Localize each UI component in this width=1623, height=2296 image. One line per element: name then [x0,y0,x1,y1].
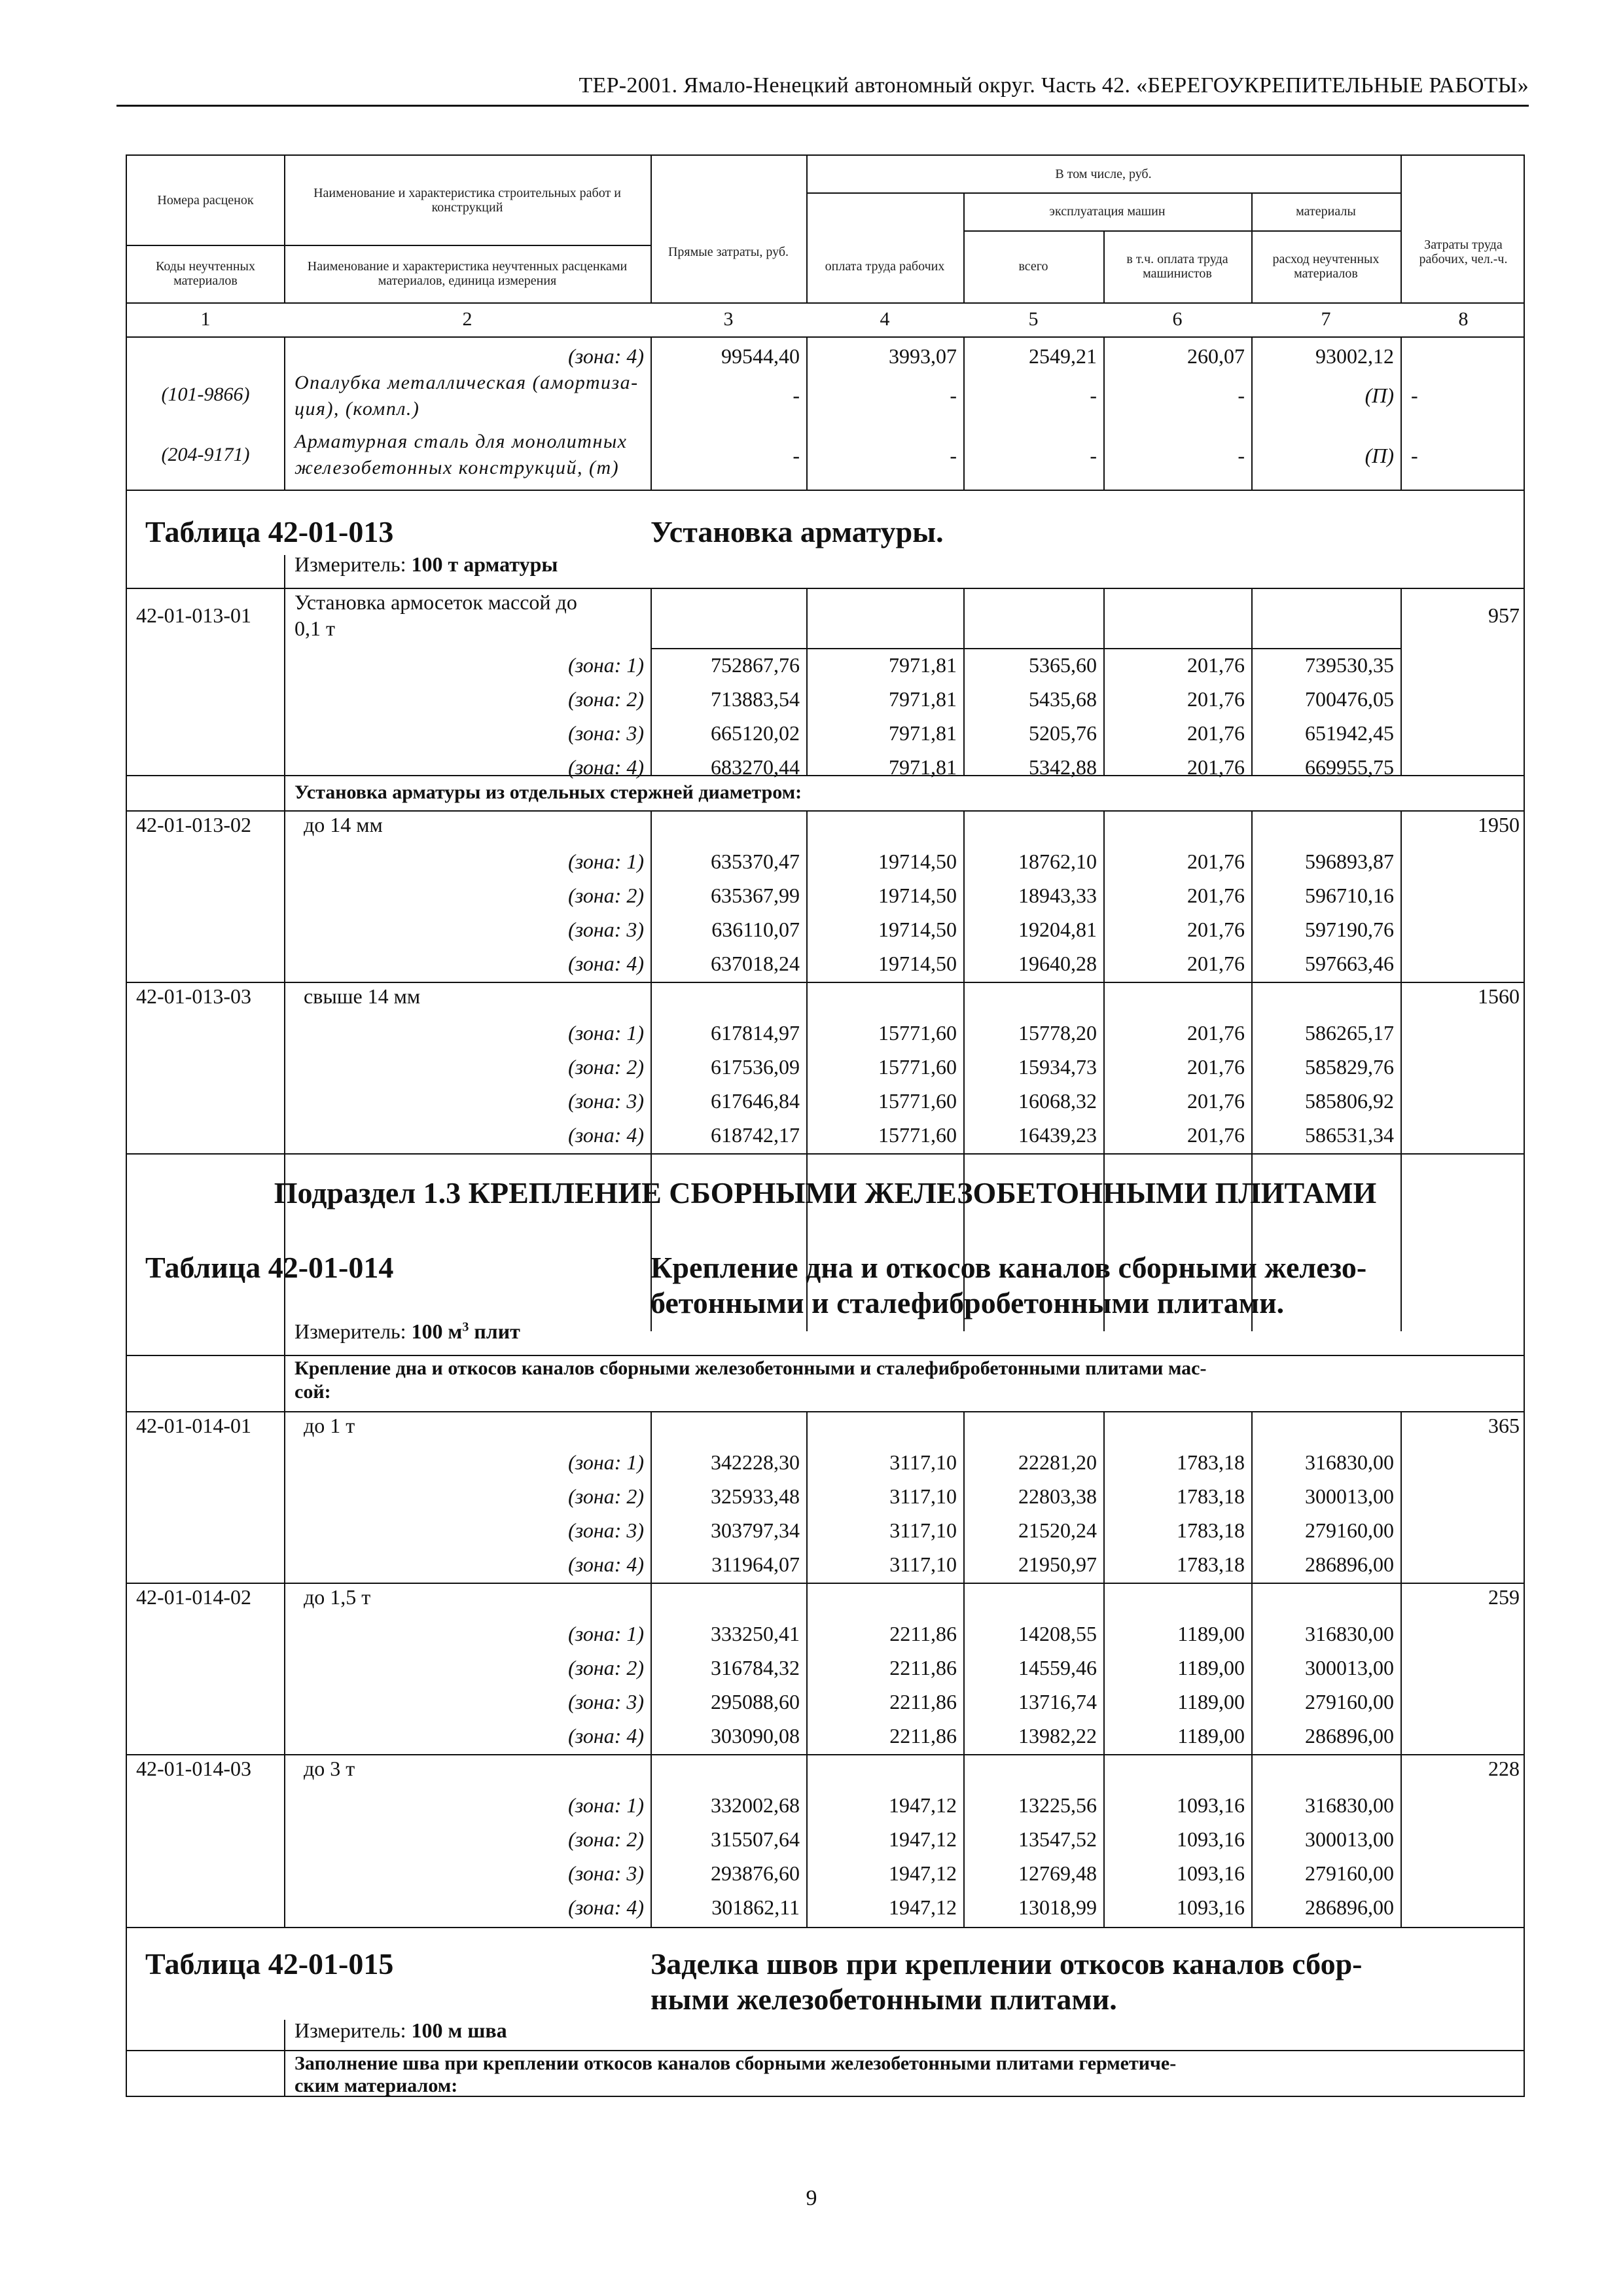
cost-value: 7971,81 [889,687,957,711]
zone-label: (зона: 3) [568,1518,644,1542]
cost-value: 316784,32 [711,1656,800,1679]
cost-value: 19640,28 [1018,952,1097,975]
cost-value: 201,76 [1187,653,1245,677]
zone-label: (зона: 1) [568,1622,644,1645]
zone-label: (зона: 2) [568,1656,644,1679]
labor-cost: 228 [1488,1757,1520,1780]
zone-row [127,1118,1524,1152]
cost-value: 19714,50 [878,850,957,873]
cost-value: 301862,11 [711,1895,800,1919]
rate-name: 0,1 т [294,617,335,640]
cost-value: 22803,38 [1018,1484,1097,1508]
cost-value: 1783,18 [1177,1518,1245,1542]
cost-value: 2211,86 [889,1724,957,1748]
cost-value: 201,76 [1187,1021,1245,1045]
rate-name: до 1 т [304,1414,355,1437]
cost-value: 713883,54 [711,687,800,711]
cost-value: 13982,22 [1018,1724,1097,1748]
zone-row [127,1547,1524,1581]
cost-value: 651942,45 [1305,721,1394,745]
zone-label: (зона: 4) [568,1724,644,1748]
zone-row [127,1719,1524,1753]
header-material-name: Наименование и характеристика неучтенных расценками материалов, единица измерения [307,259,628,288]
cost-value: 637018,24 [711,952,800,975]
group-note: Заполнение шва при креплении откосов каналов сборными железобетонными плитами герметиче- [294,2053,1177,2074]
cost-value: 2211,86 [889,1622,957,1645]
cost-value: 585829,76 [1305,1055,1394,1079]
cost-value: 596893,87 [1305,850,1394,873]
cost-value: 7971,81 [889,721,957,745]
cost-value: 19204,81 [1018,918,1097,941]
cost-value: 286896,00 [1305,1552,1394,1576]
cost-value: 586531,34 [1305,1123,1394,1147]
col-number: 6 [1172,308,1183,330]
cost-value: 1783,18 [1177,1552,1245,1576]
labor-cost: 1560 [1478,984,1520,1008]
header-machines: эксплуатация машин [1049,204,1166,219]
cost-value: 635370,47 [711,850,800,873]
cost-value: 1189,00 [1177,1690,1245,1713]
cost-value: 16068,32 [1018,1089,1097,1113]
table-title: Таблица 42-01-015 [145,1947,394,1981]
page-number: 9 [806,2186,817,2210]
cost-value: 1093,16 [1177,1861,1245,1885]
cost-value: 586265,17 [1305,1021,1394,1045]
zone-label: (зона: 1) [568,1450,644,1474]
header-material-codes: Коды неучтенных материалов [156,259,255,288]
cost-value: 201,76 [1187,1123,1245,1147]
unit-of-measure: Измеритель: 100 $м^3$ плит [294,1319,520,1343]
cost-value: 201,76 [1187,687,1245,711]
zone-label: (зона: 3) [568,918,644,941]
cost-value: 1093,16 [1177,1895,1245,1919]
cost-value: 7971,81 [889,755,957,779]
cost-value: 19714,50 [878,884,957,907]
cost-value: 286896,00 [1305,1895,1394,1919]
cost-value: 5342,88 [1029,755,1097,779]
col-number: 8 [1458,308,1469,330]
cost-value: 13547,52 [1018,1827,1097,1851]
rate-name: до 14 мм [304,813,383,836]
rate-name: свыше 14 мм [304,984,421,1008]
zone-label: (зона: 1) [568,1021,644,1045]
group-note: сой: [294,1381,331,1403]
cost-value: 325933,48 [711,1484,800,1508]
header-machines-total: всего [1018,259,1048,274]
zone-row [127,1016,1524,1050]
labor-cost: 259 [1488,1585,1520,1609]
cost-value: 752867,76 [711,653,800,677]
cost-value: 617536,09 [711,1055,800,1079]
cost-value: 665120,02 [711,721,800,745]
zone-row [127,1050,1524,1084]
zone-label: (зона: 4) [568,952,644,975]
cost-value: 201,76 [1187,1089,1245,1113]
rate-name: до 1,5 т [304,1585,371,1609]
unit-of-measure: Измеритель: 100 т арматуры [294,552,558,576]
rate-name: Установка армосеток массой до [294,590,577,614]
header-worker-pay: оплата труда рабочих [825,259,945,274]
header-direct-costs: Прямые затраты, руб. [668,245,789,259]
zone-row [127,648,1524,682]
cost-value: 683270,44 [711,755,800,779]
cost-value: 1947,12 [889,1895,957,1919]
group-note: Крепление дна и откосов каналов сборными железобетонными и сталефибробетонными плитами мас- [294,1357,1207,1379]
col-number: 4 [880,308,890,330]
table-title: Таблица 42-01-013 [145,515,394,548]
col-number: 7 [1321,308,1331,330]
cost-value: 597190,76 [1305,918,1394,941]
zone-label: (зона: 3) [568,1089,644,1113]
cost-value: 585806,92 [1305,1089,1394,1113]
cost-value: 201,76 [1187,721,1245,745]
zone-row [127,844,1524,878]
table-name: ными железобетонными плитами. [651,1982,1117,2016]
header-including: В том числе, руб. [1055,167,1152,181]
labor-cost: 1950 [1478,813,1520,836]
zone-label: (зона: 2) [568,687,644,711]
zone-row [127,1685,1524,1719]
subsection-title: Подраздел 1.3 КРЕПЛЕНИЕ СБОРНЫМИ ЖЕЛЕЗОБЕТОННЫМИ ПЛИТАМИ [274,1176,1377,1210]
cost-value: 332002,68 [711,1793,800,1817]
zone-row [127,878,1524,912]
zone-row [127,1651,1524,1685]
cost-value: 201,76 [1187,884,1245,907]
cost-value: 1189,00 [1177,1724,1245,1748]
cost-value: 201,76 [1187,850,1245,873]
cost-value: 1093,16 [1177,1827,1245,1851]
cost-value: 201,76 [1187,1055,1245,1079]
cost-value: 15771,60 [878,1123,957,1147]
cost-value: 303090,08 [711,1724,800,1748]
table-name: бетонными и сталефибробетонными плитами. [651,1286,1285,1319]
zone-row [127,1856,1524,1890]
cost-value: 300013,00 [1305,1656,1394,1679]
cost-value: 1189,00 [1177,1656,1245,1679]
labor-cost: 365 [1488,1414,1520,1437]
running-header: ТЕР-2001. Ямало-Ненецкий автономный округ. Часть 42. «БЕРЕГОУКРЕПИТЕЛЬНЫЕ РАБОТЫ» [579,73,1529,98]
cost-value: 293876,60 [711,1861,800,1885]
header-rule [116,105,1529,107]
cost-value: 18762,10 [1018,850,1097,873]
cost-value: 13716,74 [1018,1690,1097,1713]
zone-label: (зона: 3) [568,1690,644,1713]
zone-row [127,946,1524,980]
rate-name: до 3 т [304,1757,355,1780]
cost-value: 14208,55 [1018,1622,1097,1645]
table-name: Установка арматуры. [651,515,944,548]
price-table: Номера расценок Коды неучтенных материалов Наименование и характеристика строительных работ и конструкций Наименование и характеристика неучтенных расценками материалов, единица измерения Прямые затраты, руб. В том числе, руб. оплата труда рабочих эксплуатация машин всего в т.ч. оплата труда машинистов материалы расход неучтенных материалов Затраты труда рабочих, чел.-ч. 1 2 3 4 5 6 7 8 (зона: 4) 99544,40 3993,07 2549,21 260,07 93002,12 (101-9866) Опалубка металлическая (амортиза- ция), (компл.) - - - - (П) - (204-9171) Арматурная сталь для монолитных железобетонных конструкций, (т) - - - - (П) - Таблица 42-01-013 Установка арматуры. Измеритель: 100 т арматуры 42-01-013-01 Установка армосеток массой до 0,1 т 957 (зона: 1) 752867,76 7971,81 5365,60 201,76 739530,35 (зона: 2) 713883,54 7971,81 5435,68 201,76 700476,05 (зона: 3) 665120,02 7971,81 5205,76 201,76 651942,45 (зона: 4) 683270,44 7971,81 5342,88 201,76 669955,75 Установка арматуры из отдельных стержней диаметром: 42-01-013-02 до 14 мм 1950 (зона: 1) 635370,47 19714,50 18762,10 201,76 596893,87 (зона: 2) 635367,99 19714,50 18943,33 201,76 596710,16 (зона: 3) 636110,07 19714,50 19204,81 201,76 597190,76 (зона: 4) 637018,24 19714,50 19640,28 201,76 597663,46 42-01-013-03 свыше 14 мм 1560 (зона: 1) 617814,97 15771,60 15778,20 201,76 586265,17 (зона: 2) 617536,09 15771,60 15934,73 201,76 585829,76 (зона: 3) 617646,84 15771,60 16068,32 201,76 585806,92 (зона: 4) 618742,17 15771,60 16439,23 201,76 586531,34 Подраздел 1.3 КРЕПЛЕНИЕ СБОРНЫМИ ЖЕЛЕЗОБЕТОННЫМИ ПЛИТАМИ Таблица 42-01-014 Крепление дна и откосов каналов сборными железо- бетонными и сталефибробетонными плитами. Измеритель: 100 $м^3$ плит Крепление дна и откосов каналов сборными железобетонными и сталефибробетонными плитами мас- сой: 42-01-014-01 до 1 т 365 (зона: 1) 342228,30 3117,10 22281,20 1783,18 316830,00 (зона: 2) 325933,48 3117,10 22803,38 1783,18 300013,00 (зона: 3) 303797,34 3117,10 21520,24 1783,18 279160,00 (зона: 4) 311964,07 3117,10 21950,97 1783,18 286896,00 42-01-014-02 до 1,5 т 259 (зона: 1) 333250,41 2211,86 14208,55 1189,00 316830,00 (зона: 2) 316784,32 2211,86 14559,46 1189,00 300013,00 (зона: 3) 295088,60 2211,86 13716,74 1189,00 279160,00 (зона: 4) 303090,08 2211,86 13982,22 1189,00 286896,00 42-01-014-03 до 3 т 228 (зона: 1) 332002,68 1947,12 13225,56 1093,16 316830,00 (зона: 2) 315507,64 1947,12 13547,52 1093,16 300013,00 (зона: 3) 293876,60 1947,12 12769,48 1093,16 279160,00 (зона: 4) 301862,11 1947,12 13018,99 1093,16 286896,00 Таблица 42-01-015 Заделка швов при креплении откосов каналов сбор- ными железобетонными плитами. Измеритель: 100 м шва Заполнение шва при креплении откосов каналов сборными железобетонными плитами герметиче- ским материалом: [126,154,1525,2097]
cost-value: 7971,81 [889,653,957,677]
col-number: 3 [723,308,734,330]
cost-value: 342228,30 [711,1450,800,1474]
zone-label: (зона: 4) [568,1895,644,1919]
cost-value: 279160,00 [1305,1861,1394,1885]
cost-value: 636110,07 [711,918,800,941]
cost-value: 15778,20 [1018,1021,1097,1045]
cost-value: 303797,34 [711,1518,800,1542]
cost-value: 300013,00 [1305,1484,1394,1508]
zone-label: (зона: 2) [568,1484,644,1508]
cost-value: 1783,18 [1177,1484,1245,1508]
zone-row [127,1513,1524,1547]
zone-row [127,750,1524,784]
zone-row [127,1822,1524,1856]
rate-code: 42-01-014-01 [136,1414,251,1437]
cost-value: 596710,16 [1305,884,1394,907]
cost-value: 201,76 [1187,755,1245,779]
cost-value: 12769,48 [1018,1861,1097,1885]
zone-row [127,1788,1524,1822]
cost-value: 1947,12 [889,1827,957,1851]
zone-label: (зона: 1) [568,1793,644,1817]
cost-value: 21520,24 [1018,1518,1097,1542]
cost-value: 201,76 [1187,918,1245,941]
cost-value: 2211,86 [889,1656,957,1679]
zone-row [127,1445,1524,1479]
cost-value: 5435,68 [1029,687,1097,711]
cost-value: 13018,99 [1018,1895,1097,1919]
cost-value: 16439,23 [1018,1123,1097,1147]
unit-of-measure: Измеритель: 100 м шва [294,2018,507,2042]
cost-value: 316830,00 [1305,1793,1394,1817]
cost-value: 295088,60 [711,1690,800,1713]
zone-row [127,1084,1524,1118]
cost-value: 21950,97 [1018,1552,1097,1576]
cost-value: 19714,50 [878,918,957,941]
cost-value: 22281,20 [1018,1450,1097,1474]
cost-value: 3117,10 [889,1484,957,1508]
zone-label: (зона: 1) [568,653,644,677]
cost-value: 618742,17 [711,1123,800,1147]
cost-value: 279160,00 [1305,1518,1394,1542]
cost-value: 333250,41 [711,1622,800,1645]
cost-value: 201,76 [1187,952,1245,975]
cost-value: 316830,00 [1305,1622,1394,1645]
cost-value: 597663,46 [1305,952,1394,975]
cost-value: 739530,35 [1305,653,1394,677]
rate-code: 42-01-013-03 [136,984,251,1008]
zone-row [127,1617,1524,1651]
cost-value: 279160,00 [1305,1690,1394,1713]
cost-value: 700476,05 [1305,687,1394,711]
cost-value: 1783,18 [1177,1450,1245,1474]
cost-value: 3117,10 [889,1450,957,1474]
cost-value: 311964,07 [711,1552,800,1576]
zone-label: (зона: 4) [568,1123,644,1147]
zone-label: (зона: 4) [568,1552,644,1576]
zone-row: (зона: 4) 99544,40 3993,07 2549,21 260,07 93002,12 [568,344,1394,368]
cost-value: 15771,60 [878,1055,957,1079]
zone-row [127,1890,1524,1924]
group-note: Установка арматуры из отдельных стержней диаметром: [294,781,802,803]
col-number: 1 [200,308,211,330]
cost-value: 15934,73 [1018,1055,1097,1079]
header-work-name: Наименование и характеристика строительных работ и конструкций [313,186,621,215]
cost-value: 617814,97 [711,1021,800,1045]
cost-value: 14559,46 [1018,1656,1097,1679]
header-rate-numbers: Номера расценок [157,193,254,207]
cost-value: 3117,10 [889,1518,957,1542]
table-title: Таблица 42-01-014 [145,1251,394,1284]
table-name: Крепление дна и откосов каналов сборными железо- [651,1251,1367,1284]
cost-value: 300013,00 [1305,1827,1394,1851]
cost-value: 1947,12 [889,1861,957,1885]
cost-value: 18943,33 [1018,884,1097,907]
cost-value: 315507,64 [711,1827,800,1851]
header-material-consumption: расход неучтенных материалов [1272,252,1380,281]
cost-value: 1947,12 [889,1793,957,1817]
col-number: 2 [462,308,473,330]
zone-row [127,1479,1524,1513]
table-name: Заделка швов при креплении откосов каналов сбор- [651,1947,1363,1981]
cost-value: 19714,50 [878,952,957,975]
rate-code: 42-01-013-01 [136,603,251,627]
group-note: ским материалом: [294,2075,458,2096]
cost-value: 316830,00 [1305,1450,1394,1474]
zone-label: (зона: 3) [568,721,644,745]
zone-row [127,682,1524,716]
zone-row [127,912,1524,946]
cost-value: 617646,84 [711,1089,800,1113]
cost-value: 3117,10 [889,1552,957,1576]
cost-value: 635367,99 [711,884,800,907]
cost-value: 5365,60 [1029,653,1097,677]
header-machinist-pay: в т.ч. оплата труда машинистов [1126,252,1228,281]
cost-value: 2211,86 [889,1690,957,1713]
cost-value: 286896,00 [1305,1724,1394,1748]
zone-label: (зона: 2) [568,1827,644,1851]
cost-value: 15771,60 [878,1021,957,1045]
zone-label: (зона: 4) [568,755,644,779]
cost-value: 1093,16 [1177,1793,1245,1817]
rate-code: 42-01-014-03 [136,1757,251,1780]
cost-value: 1189,00 [1177,1622,1245,1645]
cost-value: 15771,60 [878,1089,957,1113]
rate-code: 42-01-013-02 [136,813,251,836]
zone-label: (зона: 2) [568,884,644,907]
zone-label: (зона: 1) [568,850,644,873]
cost-value: 5205,76 [1029,721,1097,745]
header-labor-costs: Затраты труда рабочих, чел.-ч. [1419,238,1508,266]
col-number: 5 [1028,308,1039,330]
header-materials: материалы [1296,204,1356,219]
zone-label: (зона: 2) [568,1055,644,1079]
zone-row [127,716,1524,750]
rate-code: 42-01-014-02 [136,1585,251,1609]
cost-value: 669955,75 [1305,755,1394,779]
labor-cost: 957 [1488,603,1520,627]
zone-label: (зона: 3) [568,1861,644,1885]
cost-value: 13225,56 [1018,1793,1097,1817]
